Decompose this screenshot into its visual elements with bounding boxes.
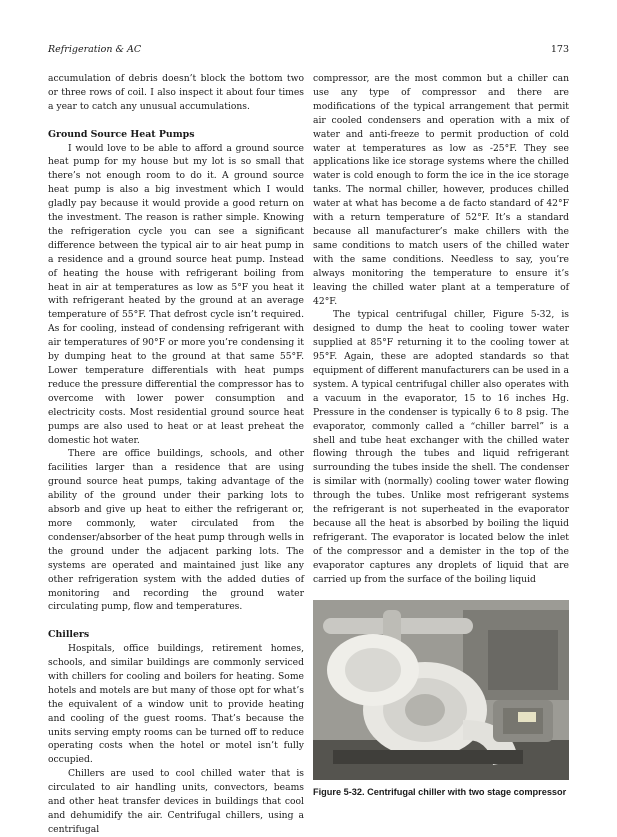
paragraph: accumulation of debris doesn’t block the bottom two or three rows of coil. I also inspect it about four times a year to catch any unusual accumulations.	[48, 73, 304, 112]
right-column	[313, 72, 569, 799]
chiller-photo-illustration	[313, 600, 569, 780]
paragraph: Hospitals, office buildings, retirement homes, schools, and similar buildings are commonly serviced with chillers for cooling and boilers for heating. Some hotels and motels are but many of those opt for what’s the equivalent of a window unit to provide heating and cooling of the guest rooms. That’s because the units serving empty rooms can be turned off to reduce operating costs when the hotel or motel isn’t fully occupied.	[48, 643, 304, 766]
running-header	[48, 44, 569, 58]
figure-caption: Figure 5-32. Centrifugal chiller with two stage compressor	[313, 786, 567, 797]
page-number: 173	[550, 44, 569, 55]
paragraph: I would love to be able to afford a ground source heat pump for my house but my lot is so small that there’s not enough room to do it. A ground source heat pump is also a big investment which I would gladly pay because it would provide a good return on the investment. The reason is rather simple. Knowing the refrigeration cycle you can see a significant difference between the typical air to air heat pump in a residence and a ground source heat pump. Instead of heating the house with refrigerant boiling from heat in air at temperatures as low as 5°F you heat it with refrigerant heated by the ground at an average temperature of 55°F. That defrost cycle isn’t required. As for cooling, instead of condensing refrigerant with air temperatures of 90°F or more you’re condensing it by dumping heat to the ground at that same 55°F. Lower temperature differentials with heat pumps reduce the pressure differential the compressor has to overcome with lower power consumption and electricity costs. Most residential ground source heat pumps are also used to heat or at least preheat the domestic hot water.	[48, 142, 304, 446]
paragraph: Chillers are used to cool chilled water that is circulated to air handling units, convectors, beams and other heat transfer devices in buildings that cool and dehumidify the air. Centrifugal chillers, using a centrifugal	[48, 768, 304, 835]
figure-chiller-photo	[313, 600, 569, 780]
paragraph: compressor, are the most common but a chiller can use any type of compressor and there are modifications of the typical arrangement that permit air cooled condensers and operation with a mix of water and anti-freeze to permit production of cold water at temperatures as low as -25°F. They see applications like ice storage systems where the chilled water is cold enough to form the ice in the ice storage tanks. The normal chiller, however, produces chilled water at what has become a de facto standard of 42°F with a return temperature of 52°F. It’s a standard because all manufacturer’s make chillers with the same conditions to match users of the chilled water with the same conditions. Needless to say, you’re always monitoring the temperature to ensure it’s leaving the chilled water plant at a temperature of 42°F.	[313, 73, 569, 307]
section-heading-chillers: Chillers	[48, 629, 90, 641]
paragraph: The typical centrifugal chiller, Figure 5-32, is designed to dump the heat to cooling tower water supplied at 85°F returning it to the cooling tower at 95°F. Again, these are adopted standards so that equipment of different manufacturers can be used in a system. A typical centrifugal chiller also operates with a vacuum in the evaporator, 15 to 16 inches Hg. Pressure in the condenser is typically 6 to 8 psig. The evaporator, commonly called a “chiller barrel” is a shell and tube heat exchanger with the chilled water flowing through the tubes and liquid refrigerant surrounding the tubes inside the shell. The condenser is similar with (normally) cooling tower water flowing through the tubes. Unlike most refrigerant systems the refrigerant is not superheated in the evaporator because all the heat is absorbed by boiling the liquid refrigerant. The evaporator is located below the inlet of the compressor and a demister in the top of the evaporator captures any droplets of liquid that are carried up from the surface of the boiling liquid	[313, 309, 569, 585]
left-column	[48, 72, 304, 837]
running-title: Refrigeration & AC	[48, 44, 142, 55]
paragraph: There are office buildings, schools, and other facilities larger than a residence that are using ground source heat pumps, taking advantage of the ability of the ground under their parking lots to absorb and give up heat to either the refrigerant or, more commonly, water circulated from the condenser/absorber of the heat pump through wells in the ground under the adjacent parking lots. The systems are operated and maintained just like any other refrigeration system with the added duties of monitoring and recording the ground water circulating pump, flow and temperatures.	[48, 448, 304, 613]
section-heading-ground-source: Ground Source Heat Pumps	[48, 128, 195, 140]
